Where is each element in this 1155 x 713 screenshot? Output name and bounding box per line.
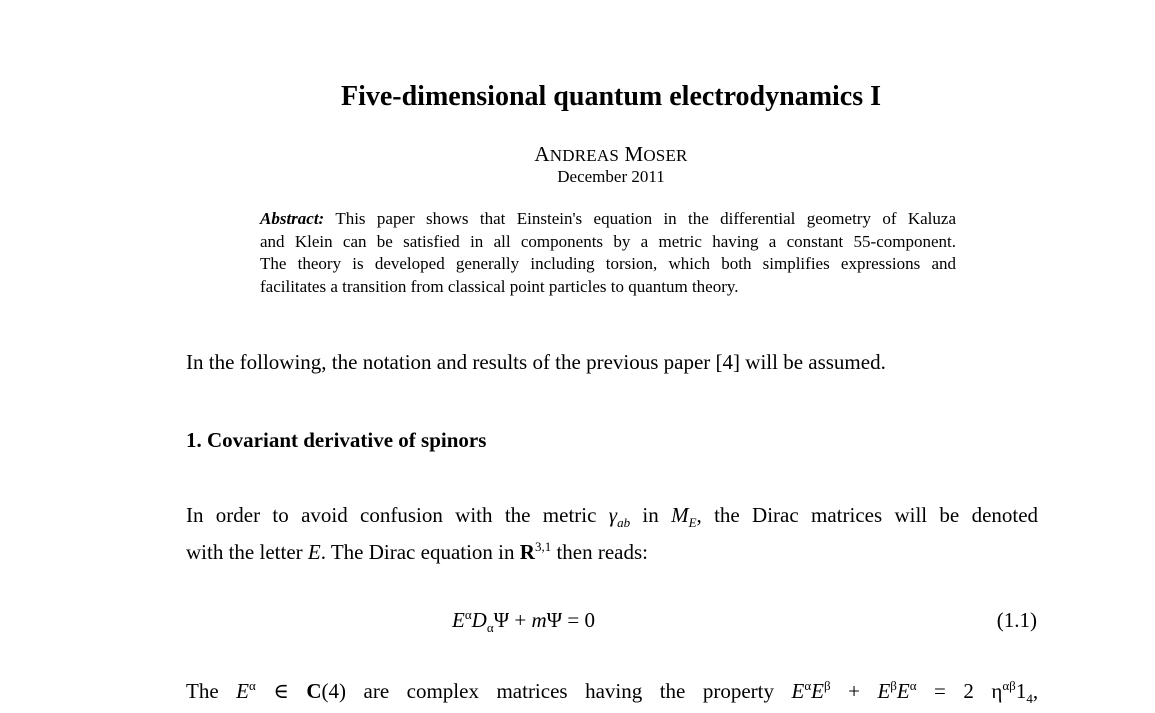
alpha-beta-superscript: αβ [1002, 678, 1016, 693]
abstract-line-2: and Klein can be satisfied in all components by a metric having a constant 55-component. [260, 231, 956, 251]
paper-title: Five-dimensional quantum electrodynamics I [340, 81, 882, 112]
gamma-symbol: γ [608, 503, 618, 527]
author-last-rest: OSER [643, 146, 688, 165]
author-last-initial: M [624, 142, 644, 166]
text-span: with the letter [186, 540, 303, 564]
C-symbol: C [306, 679, 322, 703]
D-symbol: D [471, 608, 487, 632]
E-symbol: E [896, 679, 910, 703]
E-symbol: E [811, 679, 824, 703]
R-symbol: R [519, 540, 535, 564]
section-heading: 1. Covariant derivative of spinors [186, 428, 487, 452]
author-name [0, 142, 1155, 168]
author-first-initial: A [534, 142, 550, 166]
psi-equals-zero: Ψ = 0 [546, 608, 595, 632]
section1-line-2 [186, 534, 1038, 571]
beta-superscript: β [890, 678, 897, 693]
paragraph-3-line-1 [186, 673, 1038, 710]
section1-paragraph [186, 497, 1038, 571]
abstract [260, 208, 956, 298]
text-span: , the Dirac matrices will be denoted [696, 503, 1039, 527]
M-symbol: M [671, 503, 689, 527]
text-span: In order to avoid confusion with the metric [186, 503, 597, 527]
author-first-rest: NDREAS [549, 146, 619, 165]
psi-plus: Ψ + [493, 608, 527, 632]
alpha-superscript: α [464, 607, 472, 622]
intro-paragraph: In the following, the notation and results of the previous paper [4] will be assumed. [186, 350, 886, 374]
text-span: . The Dirac equation in [320, 540, 515, 564]
equals-two: = 2 [934, 679, 974, 703]
m-symbol: m [531, 608, 547, 632]
identity-one: 1 [1015, 679, 1027, 703]
E-symbol: E [236, 679, 249, 703]
section1-line-1 [186, 497, 1038, 534]
M-subscript: E [688, 515, 697, 531]
R-superscript: 3,1 [534, 539, 552, 554]
comma: , [1032, 679, 1039, 703]
E-symbol: E [452, 608, 465, 632]
E-symbol: E [791, 679, 805, 703]
equation-number: (1.1) [996, 608, 1037, 632]
plus-sign: + [848, 679, 860, 703]
element-of-symbol: ∈ [273, 679, 289, 703]
abstract-line-1-text: This paper shows that Einstein's equation in the differential geometry of Kaluza [335, 209, 956, 228]
abstract-line-4: facilitates a transition from classical point particles to quantum theory. [260, 276, 739, 296]
equation-1-1 [452, 602, 595, 638]
text-span: then reads: [556, 540, 648, 564]
abstract-line-1 [260, 208, 956, 231]
alpha-subscript: α [486, 620, 494, 636]
alpha-superscript: α [909, 678, 917, 693]
gamma-subscript: ab [617, 515, 631, 531]
text-span: The [186, 679, 219, 703]
text-span: are complex matrices having the property [363, 679, 775, 703]
abstract-line-3: The theory is developed generally including torsion, which both simplifies expressions and [260, 254, 956, 273]
paragraph-3 [186, 673, 1038, 710]
alpha-superscript: α [804, 678, 812, 693]
E-symbol: E [307, 540, 321, 564]
E-symbol: E [877, 679, 891, 703]
C-argument: (4) [321, 679, 347, 703]
eta-symbol: η [991, 679, 1003, 703]
text-span: in [642, 503, 659, 527]
paper-date: December 2011 [557, 167, 665, 186]
beta-superscript: β [823, 678, 831, 693]
four-subscript: 4 [1026, 691, 1033, 707]
alpha-superscript: α [248, 678, 256, 693]
abstract-label: Abstract: [260, 209, 325, 228]
